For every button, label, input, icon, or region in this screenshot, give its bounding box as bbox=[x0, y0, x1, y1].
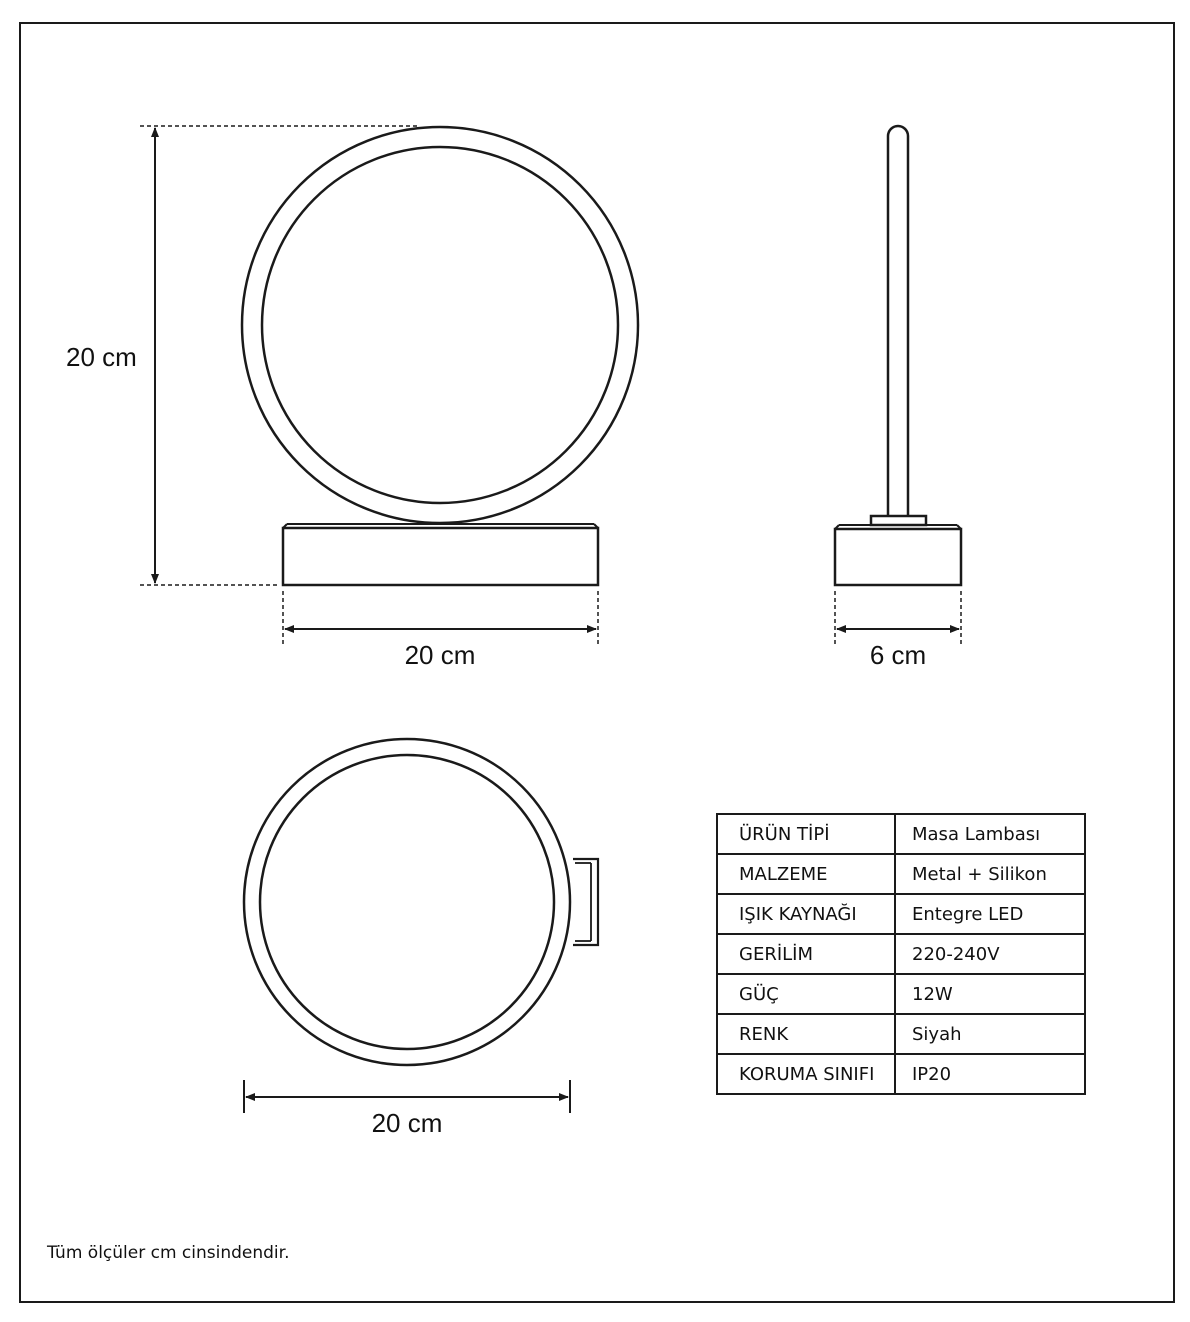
front-width-dimension bbox=[283, 591, 598, 645]
spec-key: IŞIK KAYNAĞI bbox=[717, 894, 895, 934]
front-ring-inner bbox=[262, 147, 618, 503]
top-socket bbox=[573, 859, 598, 945]
front-height-label: 20 cm bbox=[66, 342, 137, 372]
side-depth-label: 6 cm bbox=[869, 640, 927, 670]
spec-key: GERİLİM bbox=[717, 934, 895, 974]
spec-value: Siyah bbox=[895, 1014, 1085, 1054]
spec-key: GÜÇ bbox=[717, 974, 895, 1014]
side-ring-socket bbox=[871, 516, 926, 525]
side-view bbox=[835, 126, 961, 585]
spec-value: Masa Lambası bbox=[895, 814, 1085, 854]
side-depth-dimension bbox=[835, 591, 961, 645]
top-view bbox=[244, 739, 598, 1065]
spec-row bbox=[717, 854, 1085, 894]
spec-table bbox=[716, 813, 1086, 1095]
spec-row bbox=[717, 814, 1085, 854]
spec-value: IP20 bbox=[895, 1054, 1085, 1094]
front-ring-outer bbox=[242, 127, 638, 523]
spec-value: Metal + Silikon bbox=[895, 854, 1085, 894]
spec-row bbox=[717, 1054, 1085, 1094]
spec-row bbox=[717, 1014, 1085, 1054]
front-view bbox=[242, 127, 638, 585]
spec-key: MALZEME bbox=[717, 854, 895, 894]
spec-key: RENK bbox=[717, 1014, 895, 1054]
spec-value: 220-240V bbox=[895, 934, 1085, 974]
spec-value: 12W bbox=[895, 974, 1085, 1014]
front-height-dimension bbox=[140, 126, 420, 585]
spec-key: KORUMA SINIFI bbox=[717, 1054, 895, 1094]
spec-row bbox=[717, 974, 1085, 1014]
front-width-label: 20 cm bbox=[404, 640, 476, 670]
side-base bbox=[835, 529, 961, 585]
front-base bbox=[283, 528, 598, 585]
top-ring-inner bbox=[260, 755, 554, 1049]
top-width-label: 20 cm bbox=[371, 1108, 443, 1138]
spec-value: Entegre LED bbox=[895, 894, 1085, 934]
side-ring-profile bbox=[888, 126, 908, 516]
spec-row bbox=[717, 934, 1085, 974]
spec-key: ÜRÜN TİPİ bbox=[717, 814, 895, 854]
top-ring-outer bbox=[244, 739, 570, 1065]
spec-row bbox=[717, 894, 1085, 934]
footnote: Tüm ölçüler cm cinsindendir. bbox=[47, 1243, 290, 1263]
